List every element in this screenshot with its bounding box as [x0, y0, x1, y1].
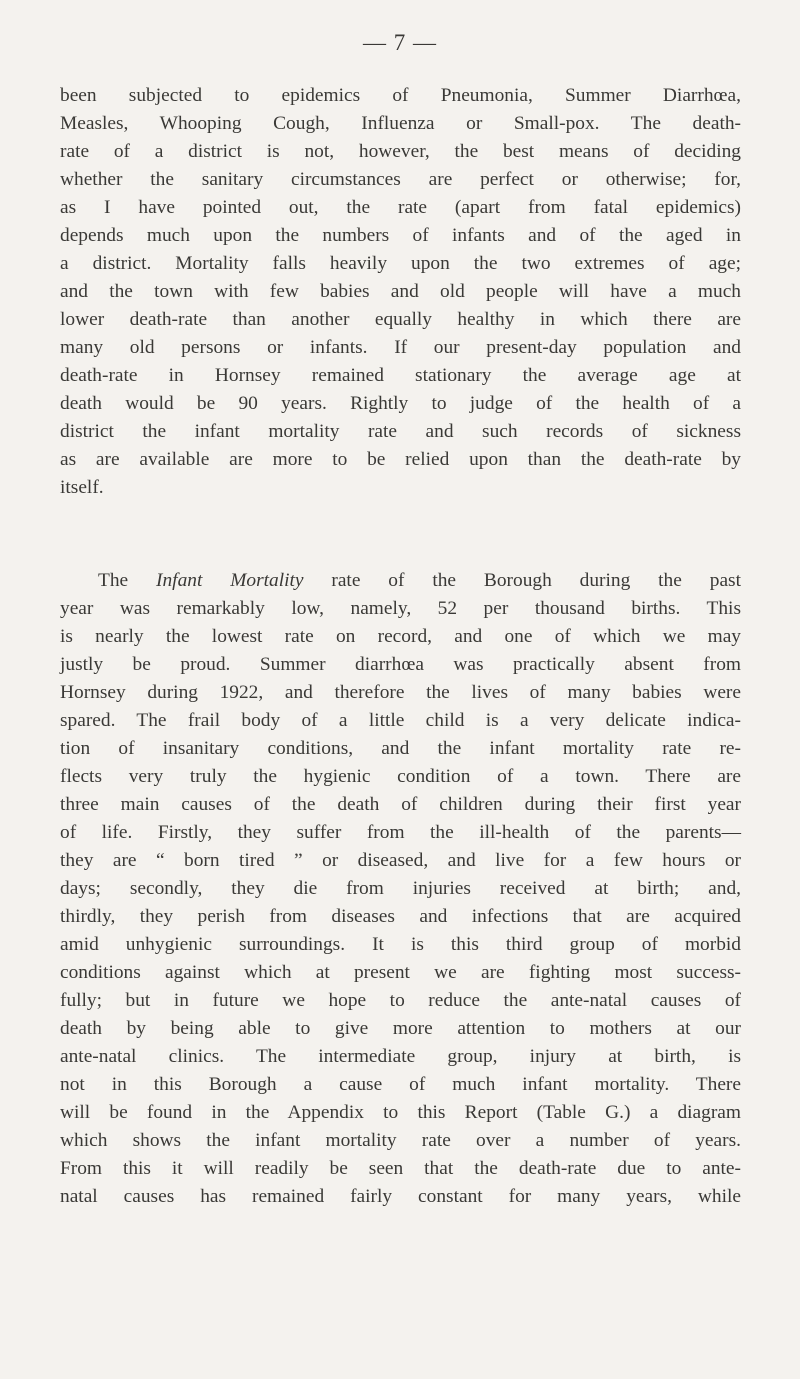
paragraph-1-line: depends much upon the numbers of infants and of the aged in — [60, 225, 741, 246]
paragraph-2-line: tion of insanitary conditions, and the infant mortality rate re- — [60, 738, 741, 759]
paragraph-1-line: whether the sanitary circumstances are perfect or otherwise; for, — [60, 169, 741, 190]
paragraph-2-line: of life. Firstly, they suffer from the ill-health of the parents— — [60, 822, 741, 843]
paragraph-2-line: will be found in the Appendix to this Report (Table G.) a diagram — [60, 1102, 741, 1123]
paragraph-2-line: From this it will readily be seen that the death-rate due to ante- — [60, 1158, 741, 1179]
paragraph-2-line: is nearly the lowest rate on record, and one of which we may — [60, 626, 741, 647]
paragraph-2-line: not in this Borough a cause of much infant mortality. There — [60, 1074, 741, 1095]
paragraph-2-line: they are “ born tired ” or diseased, and live for a few hours or — [60, 850, 741, 871]
paragraph-2-line: justly be proud. Summer diarrhœa was practically absent from — [60, 654, 741, 675]
paragraph-2-line: days; secondly, they die from injuries received at birth; and, — [60, 878, 741, 899]
paragraph-2-line: Hornsey during 1922, and therefore the lives of many babies were — [60, 682, 741, 703]
paragraph-1-line: death would be 90 years. Rightly to judge of the health of a — [60, 393, 741, 414]
paragraph-1-line: as I have pointed out, the rate (apart from fatal epidemics) — [60, 197, 741, 218]
paragraph-1-line: district the infant mortality rate and such records of sickness — [60, 421, 741, 442]
emphasis-infant-mortality: Infant Mortality — [156, 570, 304, 591]
paragraph-1-line: a district. Mortality falls heavily upon the two extremes of age; — [60, 253, 741, 274]
paragraph-2-line: three main causes of the death of children during their first year — [60, 794, 741, 815]
paragraph-1-line: rate of a district is not, however, the best means of deciding — [60, 141, 741, 162]
page-number: — 7 — — [363, 30, 437, 55]
paragraph-2-line: conditions against which at present we are fighting most success- — [60, 962, 741, 983]
paragraph-2-line: thirdly, they perish from diseases and infections that are acquired — [60, 906, 741, 927]
paragraph-2-line: flects very truly the hygienic condition of a town. There are — [60, 766, 741, 787]
paragraph-2-line: natal causes has remained fairly constant for many years, while — [60, 1186, 741, 1207]
paragraph-1-line: lower death-rate than another equally healthy in which there are — [60, 309, 741, 330]
paragraph-1-line: as are available are more to be relied upon than the death-rate by — [60, 449, 741, 470]
paragraph-1-line: been subjected to epidemics of Pneumonia, Summer Diarrhœa, — [60, 85, 741, 106]
paragraph-1-line: Measles, Whooping Cough, Influenza or Small-pox. The death- — [60, 113, 741, 134]
paragraph-2 — [60, 567, 741, 1211]
paragraph-2-line: fully; but in future we hope to reduce the ante-natal causes of — [60, 990, 741, 1011]
paragraph-2-line: The Infant Mortality rate of the Borough during the past — [98, 570, 741, 591]
paragraph-2-line: amid unhygienic surroundings. It is this third group of morbid — [60, 934, 741, 955]
paragraph-2-line: death by being able to give more attention to mothers at our — [60, 1018, 741, 1039]
paragraph-2-line: year was remarkably low, namely, 52 per thousand births. This — [60, 598, 741, 619]
paragraph-1-line: death-rate in Hornsey remained stationary the average age at — [60, 365, 741, 386]
paragraph-1-line: itself. — [60, 477, 104, 498]
paragraph-1-line: many old persons or infants. If our present-day population and — [60, 337, 741, 358]
paragraph-1 — [60, 82, 741, 502]
paragraph-2-line: which shows the infant mortality rate over a number of years. — [60, 1130, 741, 1151]
paragraph-2-line: ante-natal clinics. The intermediate group, injury at birth, is — [60, 1046, 741, 1067]
paragraph-2-line: spared. The frail body of a little child is a very delicate indica- — [60, 710, 741, 731]
paragraph-1-line: and the town with few babies and old people will have a much — [60, 281, 741, 302]
